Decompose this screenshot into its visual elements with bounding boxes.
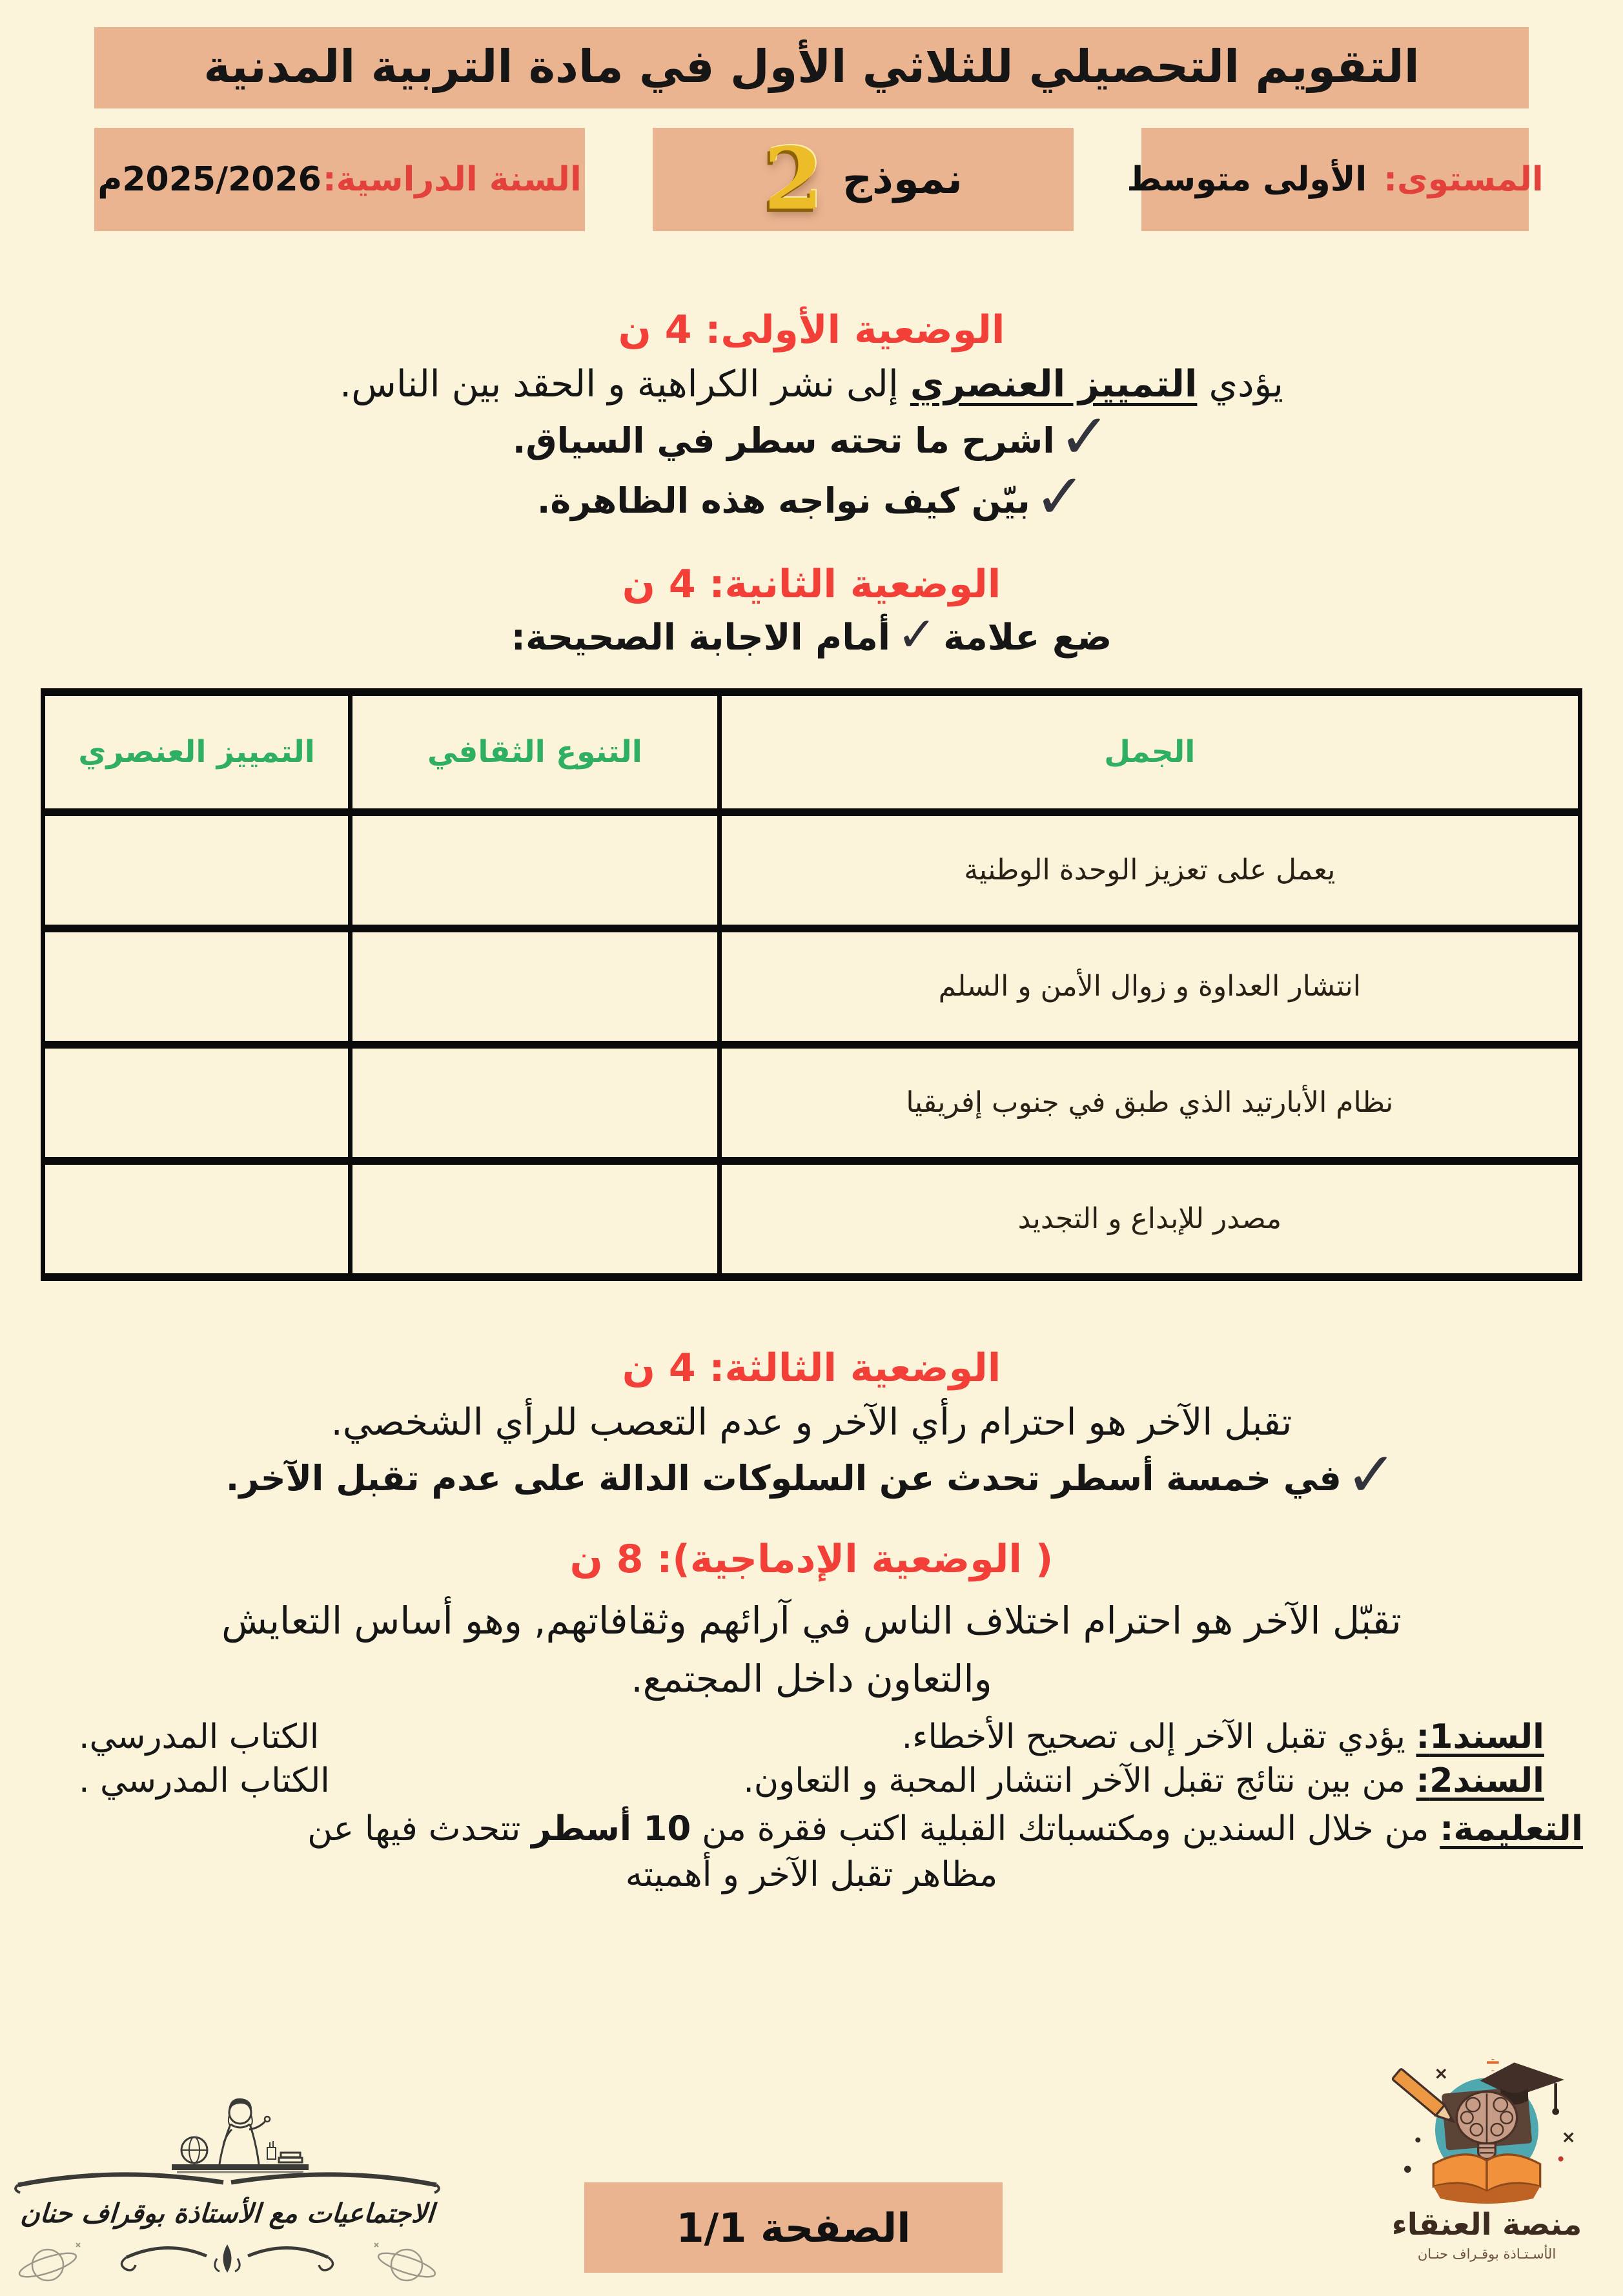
instruction-before-text: من خلال السندين ومكتسباتك القبلية اكتب فقرة من bbox=[691, 1809, 1440, 1849]
table-row bbox=[43, 812, 1580, 928]
school-year-label: السنة الدراسية: bbox=[322, 160, 582, 199]
teacher-stamp-logo bbox=[9, 2087, 445, 2295]
instruction-label: التعليمة: bbox=[1440, 1809, 1583, 1849]
section1-statement bbox=[0, 363, 1623, 405]
sentence-cell: نظام الأبارتيد الذي طبق في جنوب إفريقيا bbox=[719, 1045, 1580, 1161]
level-label: المستوى: bbox=[1383, 160, 1544, 199]
section2-heading: الوضعية الثانية: 4 ن bbox=[622, 561, 1001, 607]
section4-heading: ( الوضعية الإدماجية): 8 ن bbox=[569, 1537, 1054, 1583]
section4-intro bbox=[0, 1592, 1623, 1708]
support2-source: الكتاب المدرسي . bbox=[79, 1761, 330, 1801]
support1-text bbox=[902, 1717, 1544, 1756]
answer-cell[interactable] bbox=[351, 928, 719, 1045]
school-year-value: 2025/2026م bbox=[97, 160, 322, 199]
answer-cell[interactable] bbox=[43, 812, 351, 928]
model-label: نموذج bbox=[842, 156, 963, 203]
section2-instruction bbox=[0, 606, 1623, 662]
info-row bbox=[94, 128, 1544, 231]
section3-heading: الوضعية الثالثة: 4 ن bbox=[622, 1345, 1001, 1391]
checkmark-icon: ✓ bbox=[1345, 1438, 1398, 1511]
checkmark-icon: ✓ bbox=[897, 606, 937, 662]
platform-subtitle: الأسـتـاذة بوقـراف حنـان bbox=[1417, 2246, 1557, 2262]
model-number: 2 bbox=[764, 129, 823, 229]
table-row bbox=[43, 1161, 1580, 1277]
task1-text: اشرح ما تحته سطر في السياق. bbox=[512, 420, 1055, 461]
planet-icon bbox=[17, 2243, 80, 2282]
support2-body: من بين نتائج تقبل الآخر انتشار المحبة و التعاون. bbox=[743, 1761, 1416, 1801]
answer-cell[interactable] bbox=[43, 928, 351, 1045]
statement-suffix: إلى نشر الكراهية و الحقد بين الناس. bbox=[340, 363, 910, 405]
level-box bbox=[1127, 128, 1544, 231]
support2-text bbox=[743, 1761, 1544, 1800]
final-instruction-line1 bbox=[40, 1809, 1583, 1849]
instruction-highlight: 10 أسطر bbox=[531, 1809, 691, 1849]
sentence-cell: انتشار العداوة و زوال الأمن و السلم bbox=[719, 928, 1580, 1045]
support2-row bbox=[79, 1761, 1544, 1800]
answer-cell[interactable] bbox=[43, 1161, 351, 1277]
statement-underlined-term: التمييز العنصري bbox=[910, 363, 1198, 405]
column-header-cultural-diversity: التنوع الثقافي bbox=[351, 692, 719, 812]
column-header-racial-discrimination: التمييز العنصري bbox=[43, 692, 351, 812]
document-title: التقويم التحصيلي للثلاثي الأول في مادة التربية المدنية bbox=[94, 27, 1529, 108]
column-header-sentences: الجمل bbox=[719, 692, 1580, 812]
instruction-after-text: تتحدث فيها عن bbox=[307, 1809, 532, 1849]
answer-cell[interactable] bbox=[43, 1045, 351, 1161]
stamp-text: الاجتماعيات مع الأستاذة بوقراف حنان bbox=[19, 2198, 435, 2229]
checkmark-icon: ✓ bbox=[1034, 460, 1087, 533]
intro-line1: تقبّل الآخر هو احترام اختلاف الناس في آرائهم وثقافاتهم, وهو أساس التعايش bbox=[221, 1599, 1402, 1643]
instruction-before: ضع علامة bbox=[943, 616, 1112, 659]
platform-title: منصة العنقاء bbox=[1391, 2207, 1582, 2242]
support2-label: السند2: bbox=[1416, 1761, 1544, 1801]
answer-cell[interactable] bbox=[351, 1161, 719, 1277]
table-row bbox=[43, 928, 1580, 1045]
support1-source: الكتاب المدرسي. bbox=[79, 1717, 320, 1757]
support1-body: يؤدي تقبل الآخر إلى تصحيح الأخطاء. bbox=[901, 1717, 1416, 1757]
checkmark-icon: ✓ bbox=[1058, 400, 1111, 473]
task-text: في خمسة أسطر تحدث عن السلوكات الدالة على عدم تقبل الآخر. bbox=[225, 1458, 1342, 1499]
task2-text: بيّن كيف نواجه هذه الظاهرة. bbox=[536, 480, 1030, 521]
support1-row bbox=[79, 1717, 1544, 1756]
teacher-illustration bbox=[9, 2087, 445, 2295]
sentence-cell: مصدر للإبداع و التجديد bbox=[719, 1161, 1580, 1277]
answer-cell[interactable] bbox=[351, 1045, 719, 1161]
final-instruction-line2: مظاهر تقبل الآخر و أهميته bbox=[625, 1855, 998, 1895]
section1-task2 bbox=[0, 460, 1623, 533]
school-year-box bbox=[94, 128, 585, 231]
intro-line2: والتعاون داخل المجتمع. bbox=[631, 1657, 992, 1701]
section3-statement: تقبل الآخر هو احترام رأي الآخر و عدم التعصب للرأي الشخصي. bbox=[331, 1400, 1292, 1444]
model-box bbox=[653, 128, 1074, 231]
sentence-cell: يعمل على تعزيز الوحدة الوطنية bbox=[719, 812, 1580, 928]
platform-logo bbox=[1374, 2057, 1600, 2295]
planet-icon bbox=[374, 2243, 437, 2282]
table-header-row bbox=[43, 692, 1580, 812]
section1-task1 bbox=[0, 400, 1623, 473]
platform-logo-art bbox=[1383, 2057, 1590, 2206]
answers-table bbox=[41, 688, 1582, 1281]
section1-heading: الوضعية الأولى: 4 ن bbox=[618, 307, 1005, 353]
statement-prefix: يؤدي bbox=[1197, 363, 1283, 405]
section3-task bbox=[0, 1438, 1623, 1511]
support1-label: السند1: bbox=[1416, 1717, 1544, 1757]
table-row bbox=[43, 1045, 1580, 1161]
level-value: الأولى متوسط bbox=[1127, 160, 1367, 199]
open-book-icon bbox=[1433, 2155, 1540, 2204]
instruction-after: أمام الاجابة الصحيحة: bbox=[511, 616, 891, 659]
answer-cell[interactable] bbox=[351, 812, 719, 928]
page-number-box: الصفحة 1/1 bbox=[584, 2182, 1003, 2273]
